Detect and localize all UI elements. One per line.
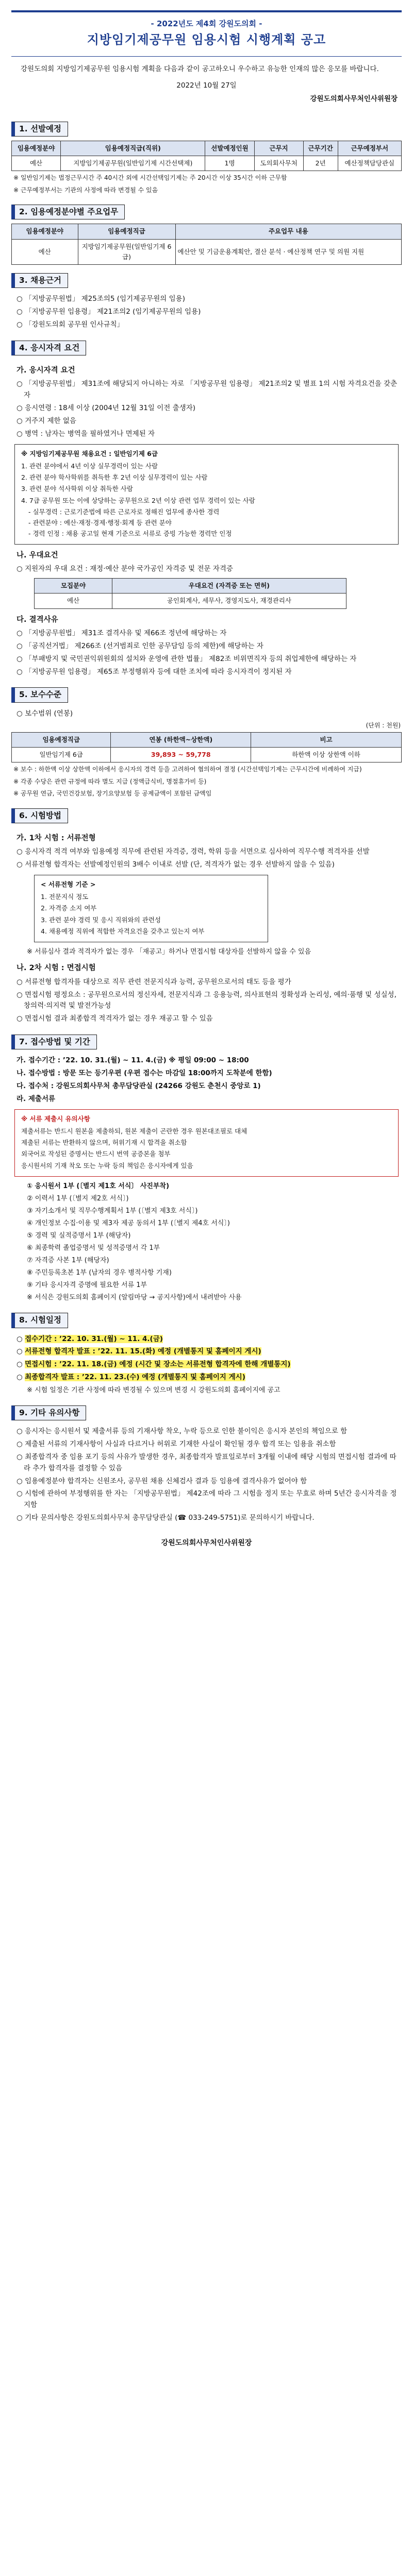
document-item: ⑧ 주민등록초본 1부 (남자의 경우 병적사항 기재) <box>27 1269 172 1277</box>
box-note: - 관련분야 : 예산·재정·경제·행정·회계 등 관련 분야 <box>28 519 172 527</box>
section-title-duties: 2. 임용예정분야별 주요업무 <box>11 205 125 219</box>
list-item-text: 응시연령 : 18세 이상 (2004년 12월 31일 이전 출생자) <box>25 404 195 413</box>
table-header: 연봉 (하한액~상한액) <box>111 732 251 747</box>
box-item: 제출된 서류는 반환하지 않으며, 허위기재 시 합격을 취소함 <box>21 1139 187 1147</box>
table-header: 근무예정부서 <box>338 141 401 156</box>
note-text: ※ 서류심사 결과 적격자가 없는 경우 「재공고」하거나 면접시험 대상자를 선발하지 않을 수 있음 <box>27 948 311 956</box>
table-note: ※ 공무원 연금, 국민건강보험, 장기요양보험 등 공제금액이 포함된 금액임 <box>13 790 212 798</box>
header-subtitle: - 2022년도 제4회 강원도의회 - <box>151 19 262 28</box>
schedule-item: ○ 접수기간 : ’22. 10. 31.(월) ~ 11. 4.(금) <box>16 1334 163 1343</box>
list-item-text: 면접시험 평정요소 : 공무원으로서의 정신자세, 전문지식과 그 응용능력, 의사표현의 정확성과 논리성, 예의·품행 및 성실성, 창의력·의지력 및 발전가능성 <box>24 990 397 1010</box>
preference-table <box>34 578 346 609</box>
table-header-row <box>12 732 402 747</box>
list-item: ○ 응시자는 응시원서 및 제출서류 등의 기재사항 착오, 누락 등으로 인한 불이익은 응시자 본인의 책임으로 함 <box>16 1427 348 1436</box>
header <box>11 10 402 57</box>
subsection-title: 나. 2차 시험 : 면접시험 <box>16 964 96 973</box>
table-cell: 39,893 ~ 59,778 <box>111 748 251 762</box>
criteria-box <box>34 875 268 942</box>
list-item: ○ 「지방공무원 임용령」 제65조 부정행위자 등에 대한 조치에 따라 응시자격이 정지된 자 <box>16 667 292 676</box>
list-item: ○ 임용예정분야 합격자는 신원조사, 공무원 채용 신체검사 결과 등 임용에 결격사유가 없어야 함 <box>16 1477 307 1485</box>
list-item: ○ 서류전형 합격자는 선발예정인원의 3배수 이내로 선발 (단, 적격자가 없는 경우 선발하지 않을 수 있음) <box>16 860 335 869</box>
box-item: 1. 관련 분야에서 4년 이상 실무경력이 있는 사람 <box>21 462 158 470</box>
section-title-method: 6. 시험방법 <box>11 808 68 823</box>
document-item: ⑤ 경력 및 실적증명서 1부 (해당자) <box>27 1232 131 1240</box>
requirements-box <box>14 444 399 545</box>
box-item: 2. 자격증 소지 여부 <box>41 904 97 912</box>
schedule-item-text: 접수기간 : ’22. 10. 31.(월) ~ 11. 4.(금) <box>25 1334 163 1343</box>
section-title-notes: 9. 기타 유의사항 <box>11 1405 86 1420</box>
list-item: ○ 서류전형 합격자를 대상으로 직무 관련 전문지식과 능력, 공무원으로서의 태도 등을 평가 <box>16 977 291 986</box>
box-item: 4. 7급 공무원 또는 이에 상당하는 공무원으로 2년 이상 관련 업무 경력이 있는 사람 <box>21 496 255 504</box>
box-item: 응시원서의 기재 착오 또는 누락 등의 책임은 응시자에게 있음 <box>21 1161 193 1170</box>
announcing-organization: 강원도의회사무처인사위원장 <box>310 94 398 103</box>
list-item-text: 「지방공무원 임용령」 제65조 부정행위자 등에 대한 조치에 따라 응시자격이 정지된 자 <box>25 667 292 676</box>
table-cell: 예산 <box>12 239 78 265</box>
table-cell: 2년 <box>303 156 338 171</box>
table-row <box>12 239 402 265</box>
list-item-text: 임용예정분야 합격자는 신원조사, 공무원 채용 신체검사 결과 등 임용에 결격사유가 없어야 함 <box>25 1477 307 1485</box>
document-item: ⑦ 자격증 사본 1부 (해당자) <box>27 1257 109 1265</box>
list-item-text: 지원자의 우대 요건 : 재정·예산 분야 국가공인 자격증 및 전문 자격증 <box>25 565 233 573</box>
table-note: ※ 각종 수당은 관련 규정에 따라 별도 지급 (정액급식비, 명절휴가비 등) <box>13 777 207 785</box>
note-text: ※ 서식은 강원도의회 홈페이지 (알림마당 → 공지사항)에서 내려받아 사용 <box>27 1294 242 1302</box>
table-header: 임용예정직급(직위) <box>61 141 205 156</box>
table-cell: 1명 <box>205 156 254 171</box>
table-note: ※ 보수 : 하한액 이상 상한액 이하에서 응시자의 경력 등을 고려하여 협의하여 결정 (시간선택임기제는 근무시간에 비례하여 지급) <box>13 766 362 773</box>
schedule-item: ○ 최종합격자 발표 : ’22. 11. 23.(수) 예정 (개별통지 및 홈페이지 게시) <box>16 1373 245 1382</box>
box-item: 외국어로 작성된 증명서는 반드시 번역 공증본을 첨부 <box>21 1150 171 1158</box>
list-item-text: 보수범위 (연봉) <box>25 709 73 718</box>
list-item: ○ 「지방공무원법」 제31조에 해당되지 아니하는 자로 「지방공무원 임용령」 제21조의2 및 별표 1의 시험 자격요건을 갖춘 자 <box>16 380 398 400</box>
section-title-basis: 3. 채용근거 <box>11 273 68 288</box>
intro-text: 강원도의회 지방임기제공무원 임용시험 계획을 다음과 같이 공고하오니 우수하고 유능한 인재의 많은 응모를 바랍니다. <box>21 65 379 74</box>
box-item: 3. 관련 분야 경력 및 응시 직위와의 관련성 <box>41 916 161 924</box>
table-cell: 지방임기제공무원(일반임기제 6급) <box>78 239 175 265</box>
document-item: ④ 개인정보 수집·이용 및 제3자 제공 동의서 1부 (〔별지 제4호 서식〕) <box>27 1219 230 1228</box>
box-title: ※ 지방임기제공무원 채용요건 : 일반임기제 6급 <box>21 449 158 457</box>
list-item-text: 「지방공무원법」 제31조 결격사유 및 제66조 정년에 해당하는 자 <box>25 629 227 637</box>
list-item: ○ 「지방공무원 임용령」 제21조의2 (임기제공무원의 임용) <box>16 308 201 316</box>
table-row <box>12 748 402 762</box>
subsection-title: 가. 응시자격 요건 <box>16 366 75 375</box>
selection-table <box>11 141 402 172</box>
table-header-row <box>12 224 402 239</box>
schedule-item-text: 서류전형 합격자 발표 : ’22. 11. 15.(화) 예정 (개별통지 및 홈페이지 게시) <box>25 1347 261 1356</box>
schedule-item-text: 면접시험 : ’22. 11. 18.(금) 예정 (시간 및 장소는 서류전형 합격자에 한해 개별통지) <box>25 1360 291 1369</box>
salary-table <box>11 732 402 763</box>
schedule-item: ○ 서류전형 합격자 발표 : ’22. 11. 15.(화) 예정 (개별통지 및 홈페이지 게시) <box>16 1347 261 1356</box>
required-documents-title: 라. 제출서류 <box>16 1094 56 1103</box>
table-header: 모집분야 <box>35 579 112 594</box>
section-title-selection: 1. 선발예정 <box>11 122 68 137</box>
document-item: ⑨ 기타 응시자격 증명에 필요한 서류 1부 <box>27 1281 147 1290</box>
list-item-text: 「지방공무원법」 제31조에 해당되지 아니하는 자로 「지방공무원 임용령」 제21조의2 및 별표 1의 시험 자격요건을 갖춘 자 <box>24 380 398 400</box>
table-header: 임용예정분야 <box>12 224 78 239</box>
table-header: 근무지 <box>254 141 303 156</box>
list-item: ○ 기타 문의사항은 강원도의회사무처 총무담당관실 (☎ 033-249-5751)로 문의하시기 바랍니다. <box>16 1514 315 1522</box>
table-cell: 지방임기제공무원(일반임기제 시간선택제) <box>61 156 205 171</box>
list-item-text: 기타 문의사항은 강원도의회사무처 총무담당관실 (☎ 033-249-5751)로 문의하시기 바랍니다. <box>25 1514 315 1522</box>
list-item: ○ 「공직선거법」 제266조 (선거범죄로 인한 공무담임 등의 제한)에 해당하는 자 <box>16 641 263 650</box>
list-item: ○ 최종합격자 중 임용 포기 등의 사유가 발생한 경우, 최종합격자 발표일로부터 3개월 이내에 해당 시험의 면접시험 결과에 따라 추가 합격자를 결정할 수 있음 <box>16 1452 397 1472</box>
list-item-text: 「공직선거법」 제266조 (선거범죄로 인한 공무담임 등의 제한)에 해당하는 자 <box>25 641 263 650</box>
table-header: 우대요건 (자격증 또는 면허) <box>112 579 346 594</box>
table-cell: 예산 <box>35 594 112 608</box>
box-item: 제출서류는 반드시 원본을 제출하되, 원본 제출이 곤란한 경우 원본대조필로 대체 <box>21 1127 247 1135</box>
section-title-eligibility: 4. 응시자격 요건 <box>11 341 86 355</box>
announcement-date: 2022년 10월 27일 <box>176 81 237 90</box>
box-item: 2. 관련 분야 학사학위를 취득한 후 2년 이상 실무경력이 있는 사람 <box>21 473 208 482</box>
list-item-text: 「강원도의회 공무원 인사규칙」 <box>25 320 124 329</box>
note-text: ※ 시험 일정은 기관 사정에 따라 변경될 수 있으며 변경 시 강원도의회 홈페이지에 공고 <box>27 1386 280 1394</box>
list-item: ○ 시험에 관하여 부정행위를 한 자는 「지방공무원법」 제42조에 따라 그 시험을 정지 또는 무효로 하며 5년간 응시자격을 정지함 <box>16 1489 397 1510</box>
list-item: ○ 지원자의 우대 요건 : 재정·예산 분야 국가공인 자격증 및 전문 자격증 <box>16 565 233 573</box>
list-item: ○ 「지방공무원법」 제31조 결격사유 및 제66조 정년에 해당하는 자 <box>16 629 227 637</box>
table-cell: 예산안 및 기금운용계획안, 결산 분석 · 예산정책 연구 및 의원 지원 <box>175 239 401 265</box>
list-item-text: 시험에 관하여 부정행위를 한 자는 「지방공무원법」 제42조에 따라 그 시험을 정지 또는 무효로 하며 5년간 응시자격을 정지함 <box>24 1489 397 1510</box>
box-item: 3. 관련 분야 석사학위 이상 취득한 사람 <box>21 485 133 493</box>
list-item: ○ 거주지 제한 없음 <box>16 416 76 425</box>
subsection-title: 다. 결격사유 <box>16 615 58 624</box>
table-header-row <box>12 141 402 156</box>
list-item-text: 「부패방지 및 국민권익위원회의 설치와 운영에 관한 법률」 제82조 비위면직자 등의 취업제한에 해당하는 자 <box>25 654 357 663</box>
table-header: 근무기간 <box>303 141 338 156</box>
application-office: 다. 접수처 : 강원도의회사무처 총무담당관실 (24266 강원도 춘천시 중앙로 1) <box>16 1082 261 1091</box>
section-title-salary: 5. 보수수준 <box>11 687 68 702</box>
documents-caution-box <box>14 1109 399 1177</box>
list-item: ○ 응시연령 : 18세 이상 (2004년 12월 31일 이전 출생자) <box>16 404 195 413</box>
document-item: ② 이력서 1부 (〔별지 제2호 서식〕) <box>27 1195 129 1203</box>
box-title: ※ 서류 제출시 유의사항 <box>21 1114 90 1123</box>
schedule-item-text: 최종합격자 발표 : ’22. 11. 23.(수) 예정 (개별통지 및 홈페이지 게시) <box>25 1373 245 1382</box>
table-header: 주요업무 내용 <box>175 224 401 239</box>
table-note: ※ 근무예정부서는 기관의 사정에 따라 변경될 수 있음 <box>13 186 158 194</box>
table-cell: 하한액 이상 상한액 이하 <box>251 748 402 762</box>
box-item: 1. 전문지식 정도 <box>41 893 89 901</box>
table-header: 선발예정인원 <box>205 141 254 156</box>
list-item-text: 「지방공무원법」 제25조의5 (임기제공무원의 임용) <box>25 295 185 303</box>
table-cell: 예산정책담당관실 <box>338 156 401 171</box>
table-cell: 예산 <box>12 156 61 171</box>
list-item-text: 응시자는 응시원서 및 제출서류 등의 기재사항 착오, 누락 등으로 인한 불이익은 응시자 본인의 책임으로 함 <box>25 1427 348 1436</box>
closing-signature: 강원도의회사무처인사위원장 <box>161 1539 252 1548</box>
application-period: 가. 접수기간 : ’22. 10. 31.(월) ~ 11. 4.(금) ※ 평일 09:00 ~ 18:00 <box>16 1056 249 1065</box>
list-item-text: 최종합격자 중 임용 포기 등의 사유가 발생한 경우, 최종합격자 발표일로부터 3개월 이내에 해당 시험의 면접시험 결과에 따라 추가 합격자를 결정할 수 있음 <box>24 1452 397 1472</box>
table-cell: 도의회사무처 <box>254 156 303 171</box>
duties-table <box>11 224 402 265</box>
list-item: ○ 응시자격 적격 여부와 임용예정 직무에 관련된 자격증, 경력, 학위 등을 서면으로 심사하여 직무수행 적격자를 선발 <box>16 848 370 856</box>
list-item: ○ 「부패방지 및 국민권익위원회의 설치와 운영에 관한 법률」 제82조 비위면직자 등의 취업제한에 해당하는 자 <box>16 654 357 663</box>
header-title: 지방임기제공무원 임용시험 시행계획 공고 <box>87 32 326 47</box>
table-row <box>12 156 402 171</box>
list-item: ○ 「지방공무원법」 제25조의5 (임기제공무원의 임용) <box>16 295 185 303</box>
list-item-text: 「지방공무원 임용령」 제21조의2 (임기제공무원의 임용) <box>25 308 201 316</box>
box-note: - 경력 인정 : 채용 공고일 현재 기준으로 서류로 증빙 가능한 경력만 인정 <box>28 530 232 538</box>
table-note: ※ 일반임기제는 법정근무시간 주 40시간 외에 시간선택임기제는 주 20시간 이상 35시간 이하 근무함 <box>13 174 287 182</box>
table-header: 임용예정분야 <box>12 141 61 156</box>
section-title-schedule: 8. 시험일정 <box>11 1313 68 1328</box>
list-item: ○ 병역 : 남자는 병역을 필하였거나 면제된 자 <box>16 429 155 438</box>
document-item: ⑥ 최종학력 졸업증명서 및 성적증명서 각 1부 <box>27 1244 160 1252</box>
list-item: ○ 면접시험 결과 최종합격 적격자가 없는 경우 재공고 할 수 있음 <box>16 1014 213 1023</box>
box-title: < 서류전형 기준 > <box>41 880 96 888</box>
list-item-text: 면접시험 결과 최종합격 적격자가 없는 경우 재공고 할 수 있음 <box>25 1014 213 1023</box>
list-item-text: 제출된 서류의 기재사항이 사실과 다르거나 허위로 기재한 사실이 확인될 경우 합격 또는 임용을 취소함 <box>25 1440 336 1449</box>
table-unit: (단위 : 천원) <box>366 722 401 730</box>
table-header: 비고 <box>251 732 402 747</box>
list-item-text: 거주지 제한 없음 <box>25 416 76 425</box>
list-item-text: 병역 : 남자는 병역을 필하였거나 면제된 자 <box>25 429 155 438</box>
list-item: ○ 보수범위 (연봉) <box>16 709 73 718</box>
table-cell: 일반임기제 6급 <box>12 748 111 762</box>
subsection-title: 가. 1차 시험 : 서류전형 <box>16 834 96 842</box>
list-item: ○ 면접시험 평정요소 : 공무원으로서의 정신자세, 전문지식과 그 응용능력, 의사표현의 정확성과 논리성, 예의·품행 및 성실성, 창의력·의지력 및 발전가능성 <box>16 990 397 1010</box>
box-item: 4. 채용예정 직위에 적합한 자격요건을 갖추고 있는지 여부 <box>41 927 205 935</box>
section-title-application: 7. 접수방법 및 기간 <box>11 1035 97 1049</box>
table-header: 임용예정직급 <box>78 224 175 239</box>
document-item: ③ 자기소개서 및 직무수행계획서 1부 (〔별지 제3호 서식〕) <box>27 1207 198 1215</box>
list-item-text: 서류전형 합격자를 대상으로 직무 관련 전문지식과 능력, 공무원으로서의 태도 등을 평가 <box>25 977 291 986</box>
table-row <box>35 594 346 608</box>
list-item-text: 응시자격 적격 여부와 임용예정 직무에 관련된 자격증, 경력, 학위 등을 서면으로 심사하여 직무수행 적격자를 선발 <box>25 848 370 856</box>
document-item: ① 응시원서 1부 (〔별지 제1호 서식〕 사진부착) <box>27 1182 170 1190</box>
table-header: 임용예정직급 <box>12 732 111 747</box>
table-header-row <box>35 579 346 594</box>
subsection-title: 나. 우대요건 <box>16 551 58 560</box>
application-method: 나. 접수방법 : 방문 또는 등기우편 (우편 접수는 마감일 18:00까지 도착분에 한함) <box>16 1069 272 1078</box>
list-item: ○ 제출된 서류의 기재사항이 사실과 다르거나 허위로 기재한 사실이 확인될 경우 합격 또는 임용을 취소함 <box>16 1440 336 1449</box>
schedule-item: ○ 면접시험 : ’22. 11. 18.(금) 예정 (시간 및 장소는 서류전형 합격자에 한해 개별통지) <box>16 1360 291 1369</box>
list-item-text: 서류전형 합격자는 선발예정인원의 3배수 이내로 선발 (단, 적격자가 없는 경우 선발하지 않을 수 있음) <box>25 860 335 869</box>
list-item: ○ 「강원도의회 공무원 인사규칙」 <box>16 320 124 329</box>
box-note: - 실무경력 : 근로기준법에 따른 근로자로 정해진 업무에 종사한 경력 <box>28 507 220 516</box>
table-cell: 공인회계사, 세무사, 경영지도사, 재경관리사 <box>112 594 346 608</box>
